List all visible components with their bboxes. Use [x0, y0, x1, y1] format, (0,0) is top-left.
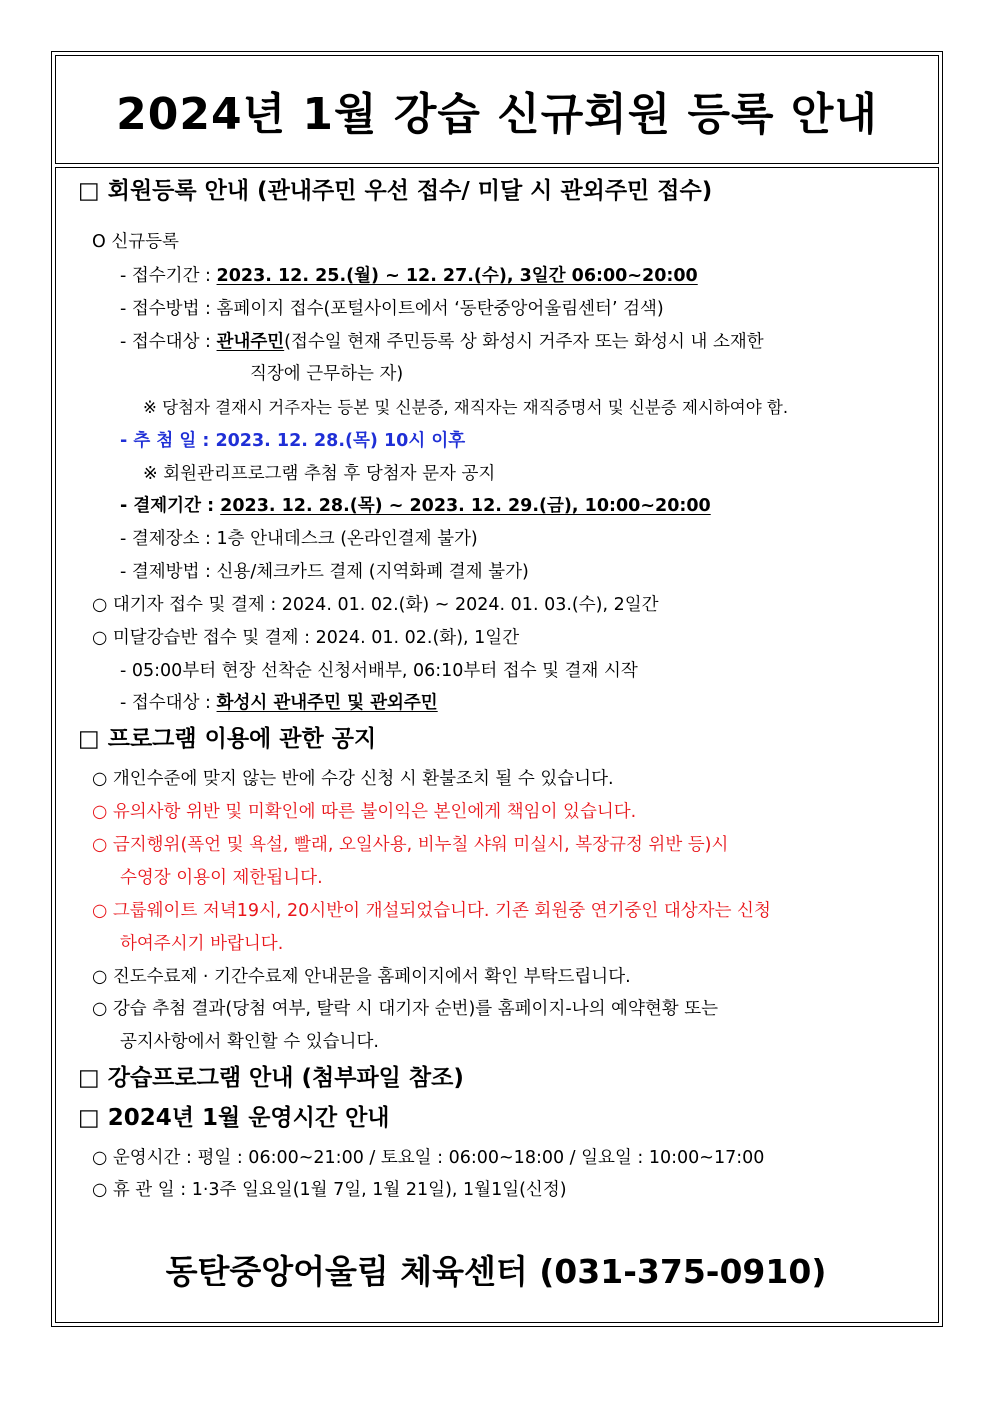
waitlist-row: ○ 대기자 접수 및 결제 : 2024. 01. 02.(화) ~ 2024. 01. 03.(수), 2일간 — [92, 595, 659, 615]
pay-period-value: 2023. 12. 28.(목) ~ 2023. 12. 29.(금), 10:00~20:00 — [220, 496, 711, 516]
notice-item-cont: 공지사항에서 확인할 수 있습니다. — [120, 1032, 379, 1052]
period-value: 2023. 12. 25.(월) ~ 12. 27.(수), 3일간 06:00~20:00 — [216, 266, 698, 286]
footer-contact: 동탄중앙어울림 체육센터 (031-375-0910) — [165, 1252, 827, 1291]
notice-item: ○ 유의사항 위반 및 미확인에 따른 불이익은 본인에게 책임이 있습니다. — [92, 802, 637, 822]
unfilled-target-row — [120, 691, 438, 715]
section-hours-heading: □ 2024년 1월 운영시간 안내 — [78, 1105, 390, 1131]
section-registration-heading: □ 회원등록 안내 (관내주민 우선 접수/ 미달 시 관외주민 접수) — [78, 178, 713, 204]
period-label: - 접수기간 : — [120, 266, 211, 286]
draw-row — [120, 429, 465, 453]
section-notice-heading: □ 프로그램 이용에 관한 공지 — [78, 726, 377, 752]
title-box — [55, 55, 939, 164]
unfilled-target-value: 화성시 관내주민 및 관외주민 — [216, 693, 438, 713]
pay-method-row: - 결제방법 : 신용/체크카드 결제 (지역화폐 결제 불가) — [120, 562, 529, 582]
method-row: - 접수방법 : 홈페이지 접수(포털사이트에서 ‘동탄중앙어울림센터’ 검색) — [120, 299, 664, 319]
notice-item: ○ 강습 추첨 결과(당첨 여부, 탈락 시 대기자 순번)를 홈페이지-나의 예약현황 또는 — [92, 999, 719, 1019]
unfilled-target-label: - 접수대상 : — [120, 693, 211, 713]
draw-label: - 추 첨 일 : — [120, 431, 210, 451]
target-value: 관내주민 — [216, 332, 285, 352]
hours-row: ○ 운영시간 : 평일 : 06:00~21:00 / 토요일 : 06:00~18:00 / 일요일 : 10:00~17:00 — [92, 1148, 765, 1168]
notice-item-cont: 하여주시기 바랍니다. — [120, 934, 284, 954]
notice-item: ○ 금지행위(폭언 및 욕설, 빨래, 오일사용, 비누칠 샤워 미실시, 복장규정 위반 등)시 — [92, 835, 729, 855]
notice-item: ○ 개인수준에 맞지 않는 반에 수강 신청 시 환불조치 될 수 있습니다. — [92, 769, 614, 789]
pay-period-label: - 결제기간 : — [120, 496, 215, 516]
notice-item: ○ 그룹웨이트 저녁19시, 20시반이 개설되었습니다. 기존 회원중 연기중인 대상자는 신청 — [92, 901, 771, 921]
pay-period-row — [120, 494, 711, 518]
unfilled-row: ○ 미달강습반 접수 및 결제 : 2024. 01. 02.(화), 1일간 — [92, 628, 520, 648]
section-program-heading: □ 강습프로그램 안내 (첨부파일 참조) — [78, 1065, 464, 1091]
winner-id-note: ※ 당첨자 결재시 거주자는 등본 및 신분증, 재직자는 재직증명서 및 신분증 제시하여야 함. — [143, 398, 789, 417]
target-desc: (접수일 현재 주민등록 상 화성시 거주자 또는 화성시 내 소재한 — [284, 332, 764, 352]
pay-place-row: - 결제장소 : 1층 안내데스크 (온라인결제 불가) — [120, 529, 478, 549]
target-desc-cont: 직장에 근무하는 자) — [250, 364, 404, 384]
target-row — [120, 330, 764, 354]
unfilled-detail-row: - 05:00부터 현장 선착순 신청서배부, 06:10부터 접수 및 결재 시작 — [120, 661, 638, 681]
page-title: 2024년 1월 강습 신규회원 등록 안내 — [116, 89, 878, 140]
notice-item: ○ 진도수료제 · 기간수료제 안내문을 홈페이지에서 확인 부탁드립니다. — [92, 967, 631, 987]
period-row — [120, 264, 698, 288]
target-label: - 접수대상 : — [120, 332, 211, 352]
notice-item-cont: 수영장 이용이 제한됩니다. — [120, 868, 323, 888]
holidays-row: ○ 휴 관 일 : 1·3주 일요일(1월 7일, 1월 21일), 1월1일(신정) — [92, 1180, 567, 1200]
draw-value: 2023. 12. 28.(목) 10시 이후 — [215, 431, 466, 451]
sms-note: ※ 회원관리프로그램 추첨 후 당첨자 문자 공지 — [143, 464, 496, 484]
new-registration-label: O 신규등록 — [92, 232, 179, 252]
document-frame — [51, 51, 943, 1327]
